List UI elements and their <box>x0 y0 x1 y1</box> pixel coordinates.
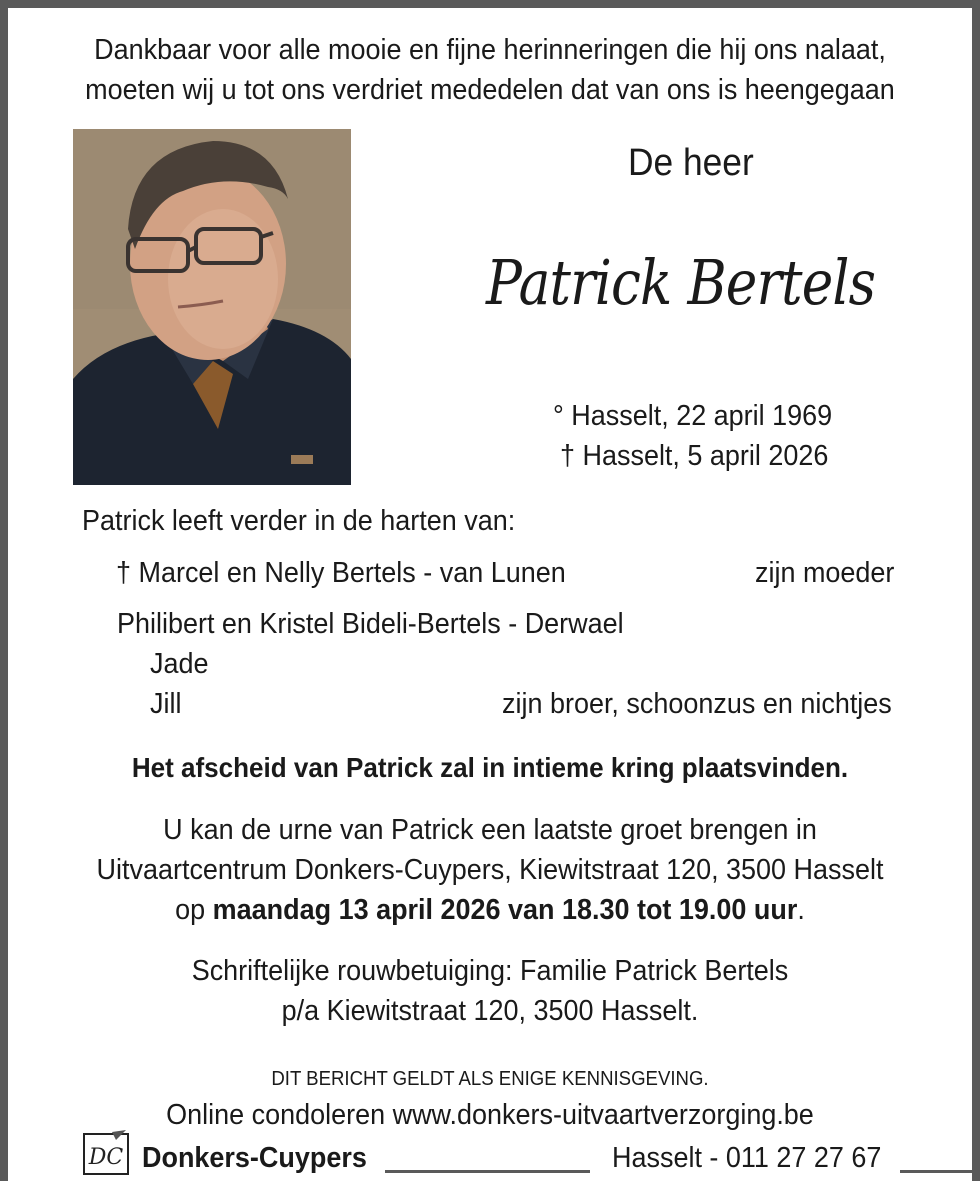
family-heading: Patrick leeft verder in de harten van: <box>82 505 516 537</box>
intro-line-2: moeten wij u tot ons verdriet mededelen dat van ons is heengegaan <box>85 74 895 106</box>
birth-info: ° Hasselt, 22 april 1969 <box>553 400 833 432</box>
footer-divider <box>900 1170 972 1173</box>
family-row-name: Jill <box>150 688 182 720</box>
honorific: De heer <box>628 142 754 184</box>
family-row-relation: zijn broer, schoonzus en nichtjes <box>502 688 892 720</box>
visit-line-2: Uitvaartcentrum Donkers-Cuypers, Kiewitstraat 120, 3500 Hasselt <box>96 854 884 886</box>
condolence-line-1: Schriftelijke rouwbetuiging: Familie Patrick Bertels <box>191 955 789 987</box>
condolence-line-2: p/a Kiewitstraat 120, 3500 Hasselt. <box>281 995 699 1027</box>
funeral-home-contact: Hasselt - 011 27 27 67 <box>612 1142 882 1174</box>
portrait-photo <box>73 129 351 485</box>
family-row-name: Philibert en Kristel Bideli-Bertels - Derwael <box>117 608 624 640</box>
footer-divider <box>385 1170 590 1173</box>
intro-line-1: Dankbaar voor alle mooie en fijne herinneringen die hij ons nalaat, <box>94 34 886 66</box>
family-row-name: Jade <box>150 648 209 680</box>
notice-text: DIT BERICHT GELDT ALS ENIGE KENNISGEVING. <box>271 1068 709 1090</box>
visit-datetime: maandag 13 april 2026 van 18.30 tot 19.00 uur <box>212 894 798 926</box>
online-condolence-text: Online condoleren www.donkers-uitvaartverzorging.be <box>166 1099 814 1131</box>
visit-line-1: U kan de urne van Patrick een laatste groet brengen in <box>163 814 817 846</box>
funeral-home-name: Donkers-Cuypers <box>142 1142 367 1174</box>
family-row-relation: zijn moeder <box>755 557 895 589</box>
svg-text:DC: DC <box>88 1145 124 1170</box>
deceased-name: Patrick Bertels <box>486 246 876 319</box>
death-info: † Hasselt, 5 april 2026 <box>560 440 829 472</box>
family-row-name: † Marcel en Nelly Bertels - van Lunen <box>116 557 566 589</box>
visit-prefix: op <box>175 894 206 926</box>
funeral-home-logo <box>82 1130 130 1176</box>
farewell-announcement: Het afscheid van Patrick zal in intieme kring plaatsvinden. <box>131 752 849 783</box>
visit-line-3 <box>34 896 945 925</box>
visit-suffix: . <box>797 894 805 926</box>
